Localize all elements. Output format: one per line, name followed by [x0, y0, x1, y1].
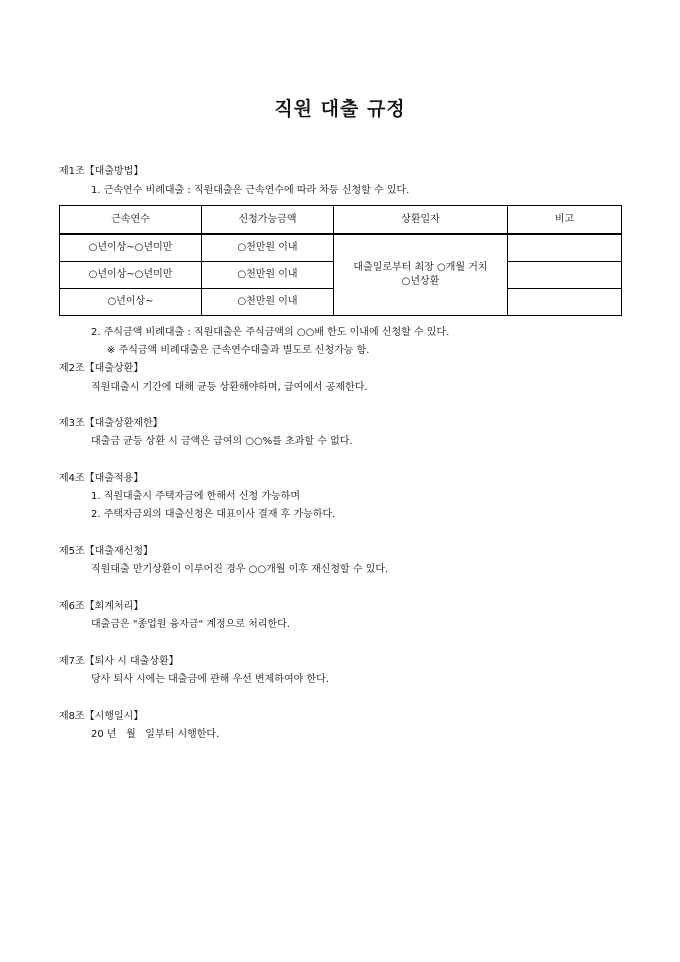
table-row	[60, 234, 622, 262]
article-3-text: 대출금 균등 상환 시 금액은 급여의 ○○%를 초과할 수 없다.	[91, 436, 353, 447]
article-4-heading: 제4조【대출적용】	[59, 473, 144, 484]
cell-amount: ○천만원 이내	[202, 289, 334, 316]
article-7-heading: 제7조【퇴사 시 대출상환】	[59, 656, 179, 667]
article-7-text: 당사 퇴사 시에는 대출금에 관해 우선 변제하여야 한다.	[91, 674, 329, 685]
article-8-heading: 제8조【시행일시】	[59, 711, 144, 722]
article-4-item-2: 2. 주택자금외의 대출신청은 대표이사 결재 후 가능하다.	[91, 509, 336, 520]
header-amount: 신청가능금액	[202, 206, 334, 235]
cell-years: ○년이상~	[60, 289, 202, 316]
header-years: 근속연수	[60, 206, 202, 235]
cell-remarks	[508, 289, 622, 316]
article-3-heading: 제3조【대출상환제한】	[59, 418, 163, 429]
cell-years: ○년이상~○년미만	[60, 262, 202, 289]
header-remarks: 비고	[508, 206, 622, 235]
article-1-item-1: 1. 근속연수 비례대출 : 직원대출은 근속연수에 따라 차등 신청할 수 있다.	[91, 185, 410, 196]
article-2-text: 직원대출시 기간에 대해 균등 상환해야하며, 급여에서 공제한다.	[91, 382, 368, 393]
article-5-text: 직원대출 만기상환이 이루어진 경우 ○○개월 이후 재신청할 수 있다.	[91, 564, 389, 575]
article-6-heading: 제6조【회계처리】	[59, 601, 144, 612]
article-1-heading: 제1조【대출방법】	[59, 166, 144, 177]
cell-amount: ○천만원 이내	[202, 262, 334, 289]
article-6-text: 대출금은 "종업원 융자금" 계정으로 처리한다.	[91, 619, 290, 630]
article-8-text: 20 년 월 일부터 시행한다.	[91, 729, 220, 740]
article-1-item-2: 2. 주식금액 비례대출 : 직원대출은 주식금액의 ○○배 한도 이내에 신청할 수 있다.	[91, 327, 450, 338]
cell-repayment	[334, 234, 508, 316]
article-2-heading: 제2조【대출상환】	[59, 363, 144, 374]
cell-remarks	[508, 262, 622, 289]
article-4-item-1: 1. 직원대출시 주택자금에 한해서 신청 가능하며	[91, 491, 300, 502]
table-header-row	[60, 206, 622, 235]
document-title: 직원 대출 규정	[274, 98, 406, 120]
cell-remarks	[508, 234, 622, 262]
article-5-heading: 제5조【대출재신청】	[59, 546, 153, 557]
repayment-line-2: ○년상환	[401, 276, 440, 287]
cell-years: ○년이상~○년미만	[60, 234, 202, 262]
repayment-line-1: 대출일로부터 최장 ○개월 거치	[353, 262, 488, 273]
header-repayment: 상환일자	[334, 206, 508, 235]
article-1-note: ※ 주식금액 비례대출은 근속연수대출과 별도로 신청가능 함.	[107, 345, 370, 356]
loan-limit-table	[59, 205, 622, 316]
cell-amount: ○천만원 이내	[202, 234, 334, 262]
